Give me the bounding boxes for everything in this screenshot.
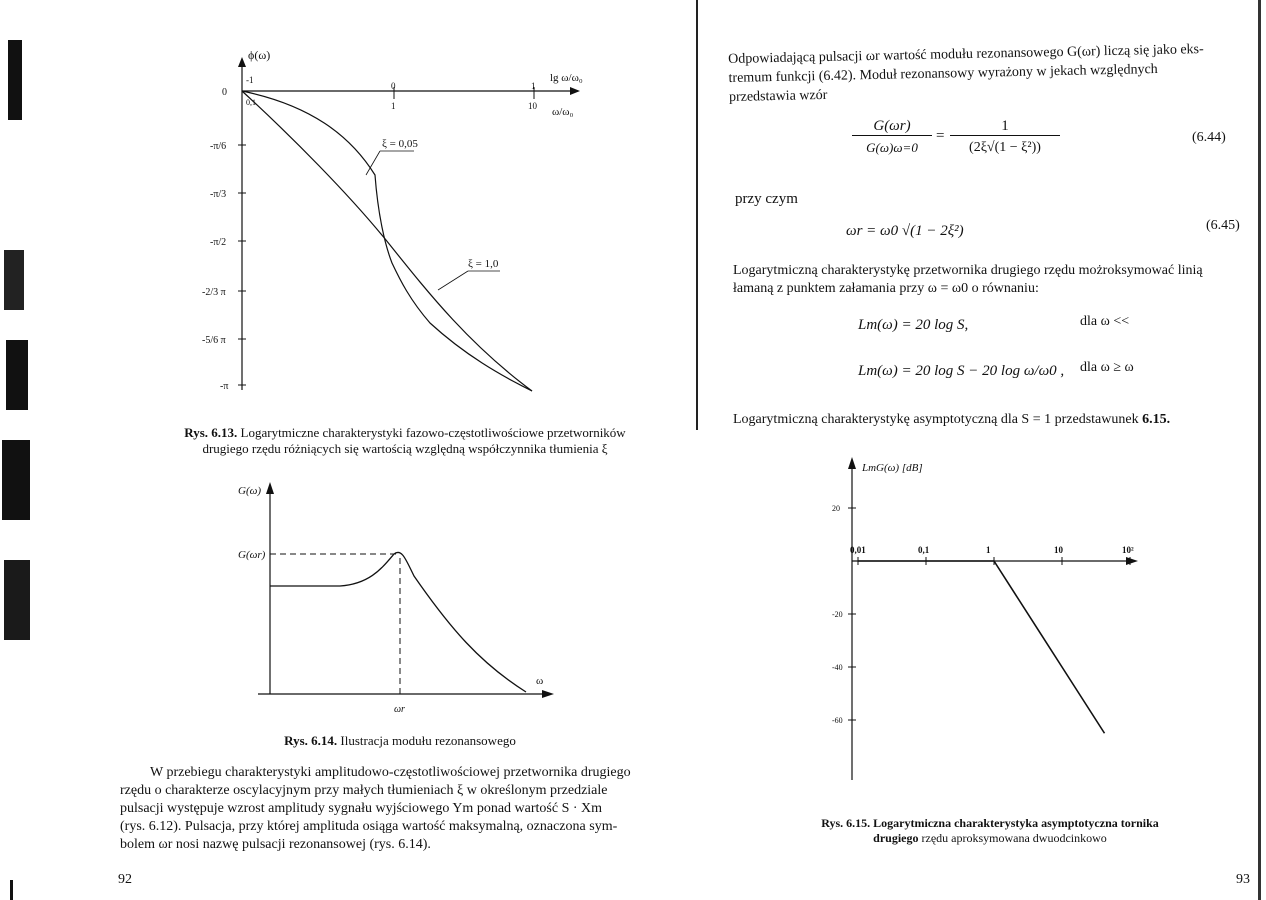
eq-rhs-numerator: 1 — [950, 118, 1060, 136]
eq-lhs-denominator: G(ω)ω=0 — [866, 140, 918, 155]
asymptote-line — [858, 561, 1105, 733]
caption-label: Rys. 6.15. — [821, 816, 871, 830]
caption-text: Ilustracja modułu rezonansowego — [340, 733, 516, 748]
x-tick-bottom: 0,1 — [246, 98, 256, 107]
caption-text: tornika — [1120, 816, 1159, 830]
caption-line: Logarytmiczne charakterystyki fazowo-częstotliwościowe przetworników — [240, 425, 626, 440]
figure-6-14 — [230, 478, 570, 718]
y-tick: -π/3 — [210, 189, 227, 200]
intro-line: tremum funkcji (6.42). Moduł rezonansowy wyrażony w jekach względnych — [728, 62, 1158, 86]
y-tick: -π/6 — [210, 141, 227, 152]
eq-lhs-numerator: G(ωr) — [852, 118, 932, 136]
figure-6-15-chart — [820, 455, 1140, 795]
lm-condition-2: dla ω ≥ ω — [1080, 360, 1134, 375]
amplitude-curve — [270, 552, 526, 692]
x-tick-top: -1 — [246, 75, 254, 85]
equation-6-44: G(ωr) G(ω)ω=0 = 1 (2ξ√(1 − ξ²)) (6.44) — [852, 118, 1252, 178]
figure-6-13-caption — [170, 425, 640, 458]
y-axis-label: ϕ(ω) — [248, 48, 271, 62]
caption-text: rzędu aproksymowana dwuodcinkowo — [921, 831, 1107, 845]
y-tick-label: -20 — [832, 610, 843, 619]
y-axis-label: LmG(ω) [dB] — [862, 462, 923, 474]
curve-label-xi-005: ξ = 0,05 — [382, 138, 418, 150]
y-tick-label: -60 — [832, 716, 843, 725]
asymptotic-intro — [733, 412, 1170, 429]
y-tick-label: 20 — [832, 504, 840, 513]
x-tick-bottom: 10 — [528, 101, 537, 111]
y-tick: -2/3 π — [202, 287, 226, 298]
x-axis-label: ω — [536, 675, 544, 687]
paragraph-line: bolem ωr nosi nazwę pulsacji rezonansowej (rys. 6.14). — [120, 837, 431, 852]
lm-condition-1: dla ω << — [1080, 314, 1130, 329]
curve-xi-10 — [242, 91, 532, 391]
page-number-right: 93 — [1236, 872, 1250, 887]
lm-equation-2: Lm(ω) = 20 log S − 20 log ω/ω0 , — [858, 363, 1065, 379]
x-axis-arrow — [570, 87, 580, 95]
x-tick-label: 10² — [1122, 545, 1134, 555]
y-axis-label: G(ω) — [238, 485, 262, 497]
y-tick: -5/6 π — [202, 335, 226, 346]
y-axis-arrow — [266, 482, 274, 494]
lm-equation-1: Lm(ω) = 20 log S, — [858, 317, 969, 333]
caption-line: drugiego rzędu różniących się wartością względną współczynnika tłumienia ξ — [202, 441, 608, 457]
body-paragraph — [120, 764, 680, 854]
paragraph-line: pulsacji występuje wzrost amplitudy sygnału wyjściowego Ym ponad wartość S · Xm — [120, 801, 603, 816]
x-axis-label-top: lg ω/ω₀ — [550, 72, 583, 84]
caption-label: Rys. 6.14. — [284, 733, 338, 748]
equation-6-45: ωr = ω0 √(1 − 2ξ²) — [846, 223, 964, 239]
lm-line: łamaną z punktem załamania przy ω = ω0 o równaniu: — [733, 281, 1039, 296]
page-right-edge — [1258, 0, 1261, 900]
paragraph-line: rzędu o charakterze oscylacyjnym przy małych tłumieniach ξ w określonym przedziale — [120, 783, 608, 798]
x-tick-label: 0,1 — [918, 545, 930, 555]
x-tick-top: 1 — [531, 81, 536, 91]
x-axis-arrow — [1126, 557, 1138, 565]
x-tick-bottom: 1 — [391, 101, 396, 111]
intro-line: Odpowiadającą pulsacji ωr wartość modułu rezonansowego G(ωr) liczą się jako eks- — [728, 42, 1204, 67]
caption-text: drugiego — [873, 831, 919, 845]
asymptotic-intro-ref: 6.15. — [1142, 412, 1171, 427]
eq-rhs-denominator: (2ξ√(1 − ξ²)) — [969, 140, 1041, 155]
caption-label: Rys. 6.13. — [184, 425, 238, 440]
x-tick-label: 0,01 — [850, 545, 866, 555]
przy-czym-label: przy czym — [735, 191, 798, 207]
x-tick-top: 0 — [391, 81, 396, 91]
figure-6-15-caption — [800, 816, 1180, 846]
y-axis-arrow — [848, 457, 856, 469]
page-spine — [696, 0, 698, 430]
y-tick: 0 — [222, 87, 227, 98]
resonance-level-label: G(ωr) — [238, 549, 266, 561]
x-tick-label: 10 — [1054, 545, 1063, 555]
x-axis-arrow — [542, 690, 554, 698]
y-tick: -π — [220, 381, 229, 392]
lm-paragraph — [733, 262, 1253, 298]
asymptotic-intro-text: Logarytmiczną charakterystykę asymptotyczną dla S = 1 przedstawunek — [733, 412, 1143, 427]
page-number-left: 92 — [118, 872, 132, 887]
y-tick-label: -40 — [832, 663, 843, 672]
resonance-frequency-label: ωr — [394, 704, 405, 715]
x-tick-label: 1 — [986, 545, 991, 555]
equation-number: (6.45) — [1206, 218, 1240, 233]
figure-6-13 — [200, 45, 600, 405]
lm-line: Logarytmiczną charakterystykę przetwornika drugiego rzędu możroksymować linią — [733, 263, 1203, 278]
paragraph-line: W przebiegu charakterystyki amplitudowo-częstotliwościowej przetwornika drugiego — [150, 765, 631, 780]
figure-6-14-caption — [200, 733, 600, 749]
x-axis-label-bottom: ω/ω₀ — [552, 106, 574, 118]
y-axis-arrow — [238, 57, 246, 67]
y-tick: -π/2 — [210, 237, 227, 248]
page-edge-shadow — [0, 0, 40, 900]
curve-label-xi-10: ξ = 1,0 — [468, 258, 499, 270]
paragraph-line: (rys. 6.12). Pulsacja, przy której amplituda osiąga wartość maksymalną, oznaczona sym- — [120, 819, 618, 834]
caption-text: Logarytmiczna charakterystyka asymptotyczna — [873, 816, 1121, 830]
equation-number: (6.44) — [1192, 130, 1226, 145]
intro-line: przedstawia wzór — [728, 87, 828, 105]
intro-paragraph — [728, 39, 1249, 107]
